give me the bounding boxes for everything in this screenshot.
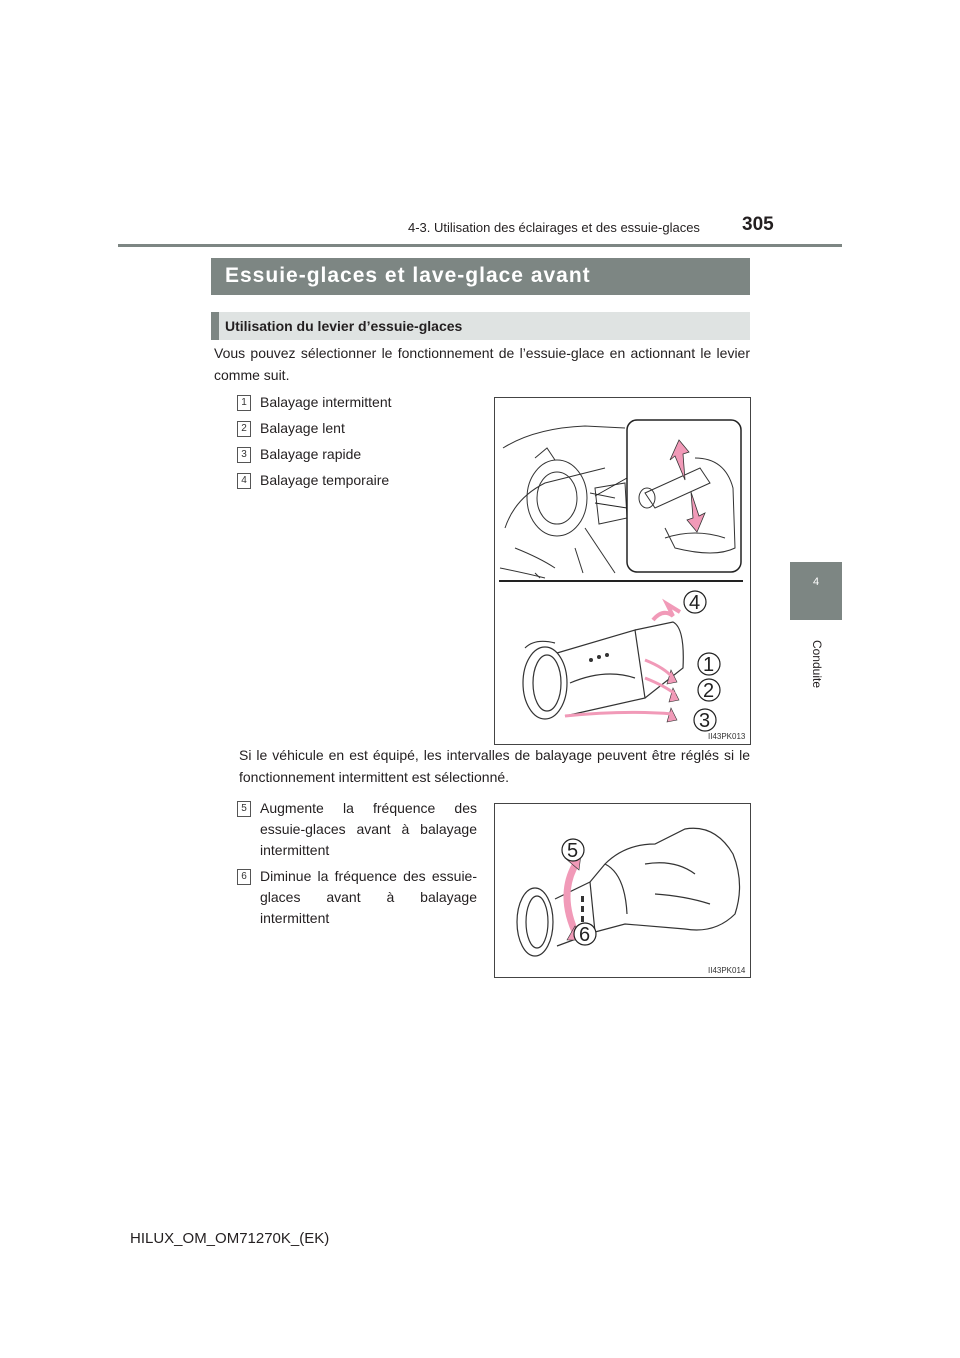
section-subtitle: Utilisation du levier d’essuie-glaces <box>225 318 463 334</box>
callout-2: 2 <box>703 680 715 702</box>
footer-document-code: HILUX_OM_OM71270K_(EK) <box>130 1230 330 1247</box>
page-number: 305 <box>742 214 774 235</box>
note-paragraph: Si le véhicule en est équipé, les intervalles de balayage peuvent être réglés si le fonctionnement intermittent est sélectionné. <box>239 747 750 785</box>
list-item: Diminue la fréquence des essuie-glaces avant à balayage intermittent <box>260 868 477 926</box>
header-rule <box>118 244 842 247</box>
list-item: Augmente la fréquence des essuie-glaces avant à balayage intermittent <box>260 800 477 858</box>
subtitle-marker <box>211 312 219 340</box>
section-subtitle-bar <box>211 312 750 340</box>
header-section: 4-3. Utilisation des éclairages et des essuie-glaces <box>408 220 700 235</box>
list-number-4: 4 <box>237 473 251 489</box>
callout-5: 5 <box>567 840 579 862</box>
callout-1: 1 <box>703 654 715 676</box>
callout-3: 3 <box>699 710 711 732</box>
wiper-lever-illustration <box>495 398 750 744</box>
figure-code: II43PK013 <box>708 732 746 741</box>
list-number-1: 1 <box>237 395 251 411</box>
interval-dial-illustration <box>495 804 750 977</box>
list-item: Balayage temporaire <box>260 472 390 488</box>
list-number-5: 5 <box>237 801 251 817</box>
wiper-lever-figure <box>494 397 751 745</box>
list-number-2: 2 <box>237 421 251 437</box>
chapter-tab <box>790 562 842 620</box>
page-title: Essuie-glaces et lave-glace avant <box>225 264 591 287</box>
list-number-6: 6 <box>237 869 251 885</box>
cockpit-drawing <box>500 426 627 578</box>
interval-dial-figure <box>494 803 751 978</box>
list-item: Balayage intermittent <box>260 394 392 410</box>
page-title-bar <box>211 258 750 295</box>
intro-paragraph: Vous pouvez sélectionner le fonctionnement de l’essuie-glace en actionnant le levier comme suit. <box>214 345 750 383</box>
list-number-3: 3 <box>237 447 251 463</box>
chapter-label: Conduite <box>810 639 824 689</box>
chapter-number: 4 <box>812 576 820 588</box>
list-item: Balayage lent <box>260 420 345 436</box>
callout-6: 6 <box>579 924 591 946</box>
list-item: Balayage rapide <box>260 446 362 462</box>
figure-code: II43PK014 <box>708 966 746 975</box>
callout-4: 4 <box>689 592 701 614</box>
